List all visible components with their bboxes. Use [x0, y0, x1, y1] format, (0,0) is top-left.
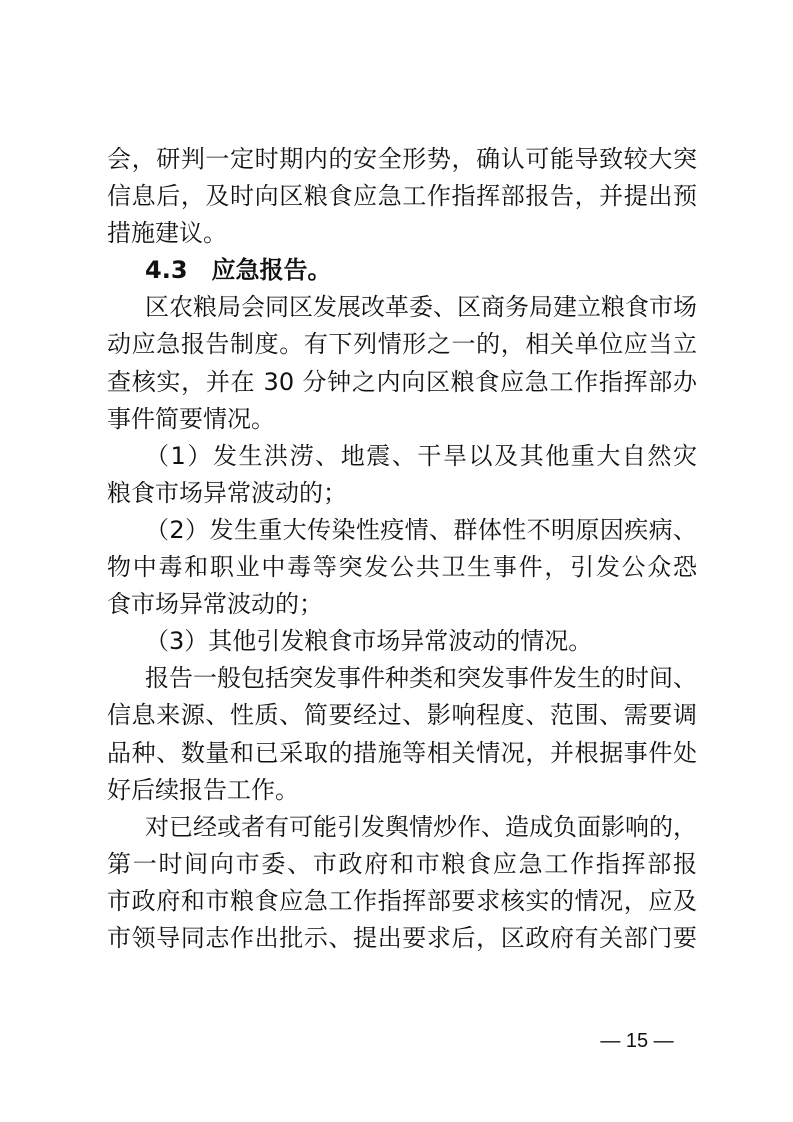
text-line: （1）发生洪涝、地震、干旱以及其他重大自然灾 [145, 441, 697, 470]
text-line: 报告一般包括突发事件种类和突发事件发生的时间、 [145, 664, 697, 693]
paragraph [107, 438, 697, 512]
text-line: 事件简要情况。 [107, 404, 275, 433]
paragraph [107, 623, 697, 660]
text-line: 动应急报告制度。有下列情形之一的，相关单位应当立 [107, 330, 697, 359]
text-line: 信息来源、性质、简要经过、影响程度、范围、需要调 [107, 701, 697, 730]
text-line: 措施建议。 [107, 219, 227, 248]
paragraph [107, 141, 697, 252]
text-line: 物中毒和职业中毒等突发公共卫生事件，引发公众恐 [107, 553, 697, 582]
text-line: 食市场异常波动的； [107, 590, 323, 619]
text-line: 查核实，并在 30 分钟之内向区粮食应急工作指挥部办 [107, 367, 697, 396]
text-line: （3）其他引发粮食市场异常波动的情况。 [145, 627, 593, 656]
text-line: 粮食市场异常波动的； [107, 478, 347, 507]
paragraph [107, 289, 697, 437]
text-line: 市领导同志作出批示、提出要求后，区政府有关部门要 [107, 923, 697, 952]
page-number: — 15 — [600, 1030, 674, 1052]
section-heading [107, 252, 697, 289]
text-line: 对已经或者有可能引发舆情炒作、造成负面影响的， [145, 812, 697, 841]
text-line: 信息后，及时向区粮食应急工作指挥部报告，并提出预 [107, 182, 697, 211]
text-line: 品种、数量和已采取的措施等相关情况，并根据事件处 [107, 738, 697, 767]
text-line: 会，研判一定时期内的安全形势，确认可能导致较大突 [107, 145, 697, 173]
text-line: （2）发生重大传染性疫情、群体性不明原因疾病、 [145, 515, 697, 544]
document-body [107, 141, 697, 957]
paragraph [107, 660, 697, 808]
paragraph [107, 809, 697, 957]
text-line: 区农粮局会同区发展改革委、区商务局建立粮食市场 [145, 293, 697, 322]
text-line: 第一时间向市委、市政府和市粮食应急工作指挥部报 [107, 849, 697, 878]
text-line: 4.3 应急报告。 [145, 256, 332, 285]
text-line: 市政府和市粮食应急工作指挥部要求核实的情况，应及 [107, 886, 697, 915]
paragraph [107, 512, 697, 623]
text-line: 好后续报告工作。 [107, 775, 299, 804]
